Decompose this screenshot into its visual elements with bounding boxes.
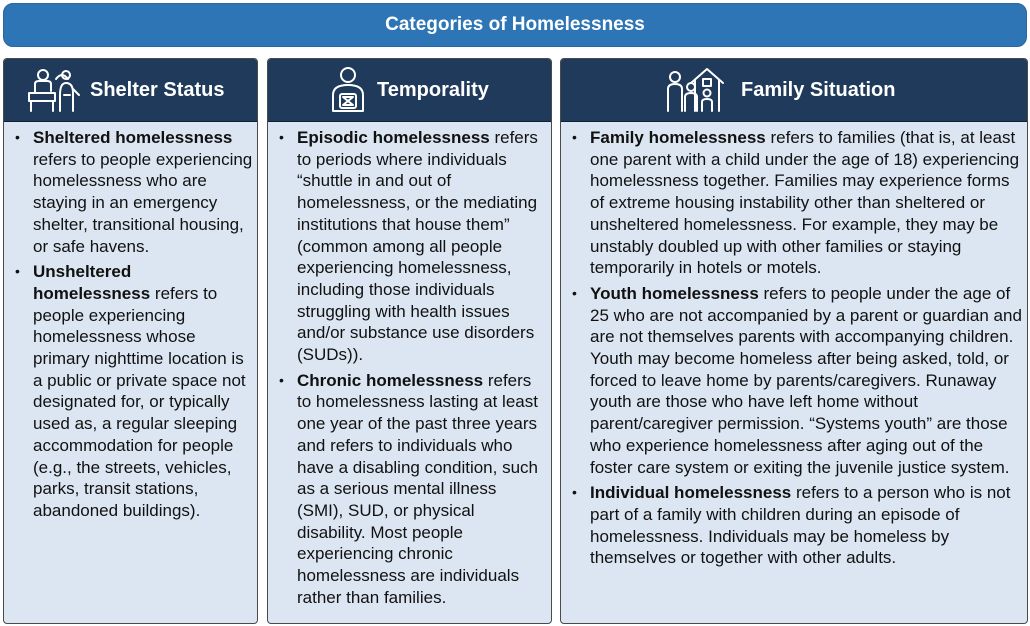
- item-term: Unsheltered homelessness: [33, 262, 151, 303]
- item-term: Individual homelessness: [590, 483, 792, 503]
- list-item: [561, 482, 1023, 569]
- bullet: •: [572, 284, 577, 301]
- family-house-icon: [663, 65, 725, 115]
- bullet: •: [279, 371, 284, 388]
- bullet: •: [572, 484, 577, 501]
- bullet: •: [15, 263, 20, 280]
- family-situation-header: [561, 59, 1027, 122]
- family-situation-panel: [560, 58, 1028, 624]
- list-item: [4, 261, 253, 521]
- item-term: Sheltered homelessness: [33, 128, 233, 147]
- list-item: [561, 283, 1023, 478]
- family-situation-list: [561, 122, 1027, 569]
- page-title: Categories of Homelessness: [385, 14, 645, 35]
- list-item: [561, 127, 1023, 279]
- temporality-title: Temporality: [377, 78, 489, 101]
- bullet: •: [15, 129, 20, 145]
- shelter-status-header: [4, 59, 257, 122]
- shelter-people-icon: [26, 65, 84, 115]
- page-title-banner: [3, 3, 1027, 47]
- item-term: Chronic homelessness: [297, 370, 484, 390]
- temporality-list: [268, 122, 551, 608]
- item-text: refers to periods where individuals “shuttle in and out of homelessness, or the mediating institutions that house them” (common among all people experiencing homelessness, including those individuals struggling with health issues and/or substance use disorders (SUDs)).: [297, 128, 538, 365]
- item-text: refers to people experiencing homelessness who are staying in an emergency shelter, transitional housing, or safe havens.: [33, 149, 253, 256]
- item-text: refers to people under the age of 25 who are not accompanied by a parent or guardian and are not themselves parents with accompanying children. Youth may become homeless after being asked, told, or forced to leave home by parents/caregivers. Runaway youth are those who have left home without parent/caregiver permission. “Systems youth” are those who experience homelessness after aging out of the foster care system or exiting the juvenile justice system.: [590, 283, 1022, 477]
- list-item: [268, 127, 547, 366]
- item-text: refers to a person who is not part of a family with children during an episode of homelessness. Individuals may be homeless by themselves or together with other adults.: [590, 483, 1011, 568]
- item-text: refers to homelessness lasting at least one year of the past three years and refers to individuals who have a disabling condition, such as a serious mental illness (SMI), SUD, or physical disability. Most people experiencing chronic homelessness are individuals rather than families.: [297, 370, 538, 607]
- bullet: •: [279, 129, 284, 145]
- item-text: refers to people experiencing homelessness whose primary nighttime location is a public or private space not designated for, or typically used as, a regular sleeping accommodation for people (e.g., the streets, vehicles, parks, transit stations, abandoned buildings).: [33, 283, 246, 520]
- shelter-status-panel: [3, 58, 258, 624]
- bullet: •: [572, 129, 577, 145]
- item-term: Youth homelessness: [590, 283, 759, 303]
- family-situation-title: Family Situation: [741, 78, 896, 101]
- temporality-panel: [267, 58, 552, 624]
- item-text: refers to families (that is, at least one parent with a child under the age of 18) experiencing homelessness together. Families may experience forms of extreme housing instability other than sheltered or unsheltered homelessness. For example, they may be unstably doubled up with other families or staying temporarily in hotels or motels.: [590, 128, 1020, 278]
- person-hourglass-icon: [328, 65, 368, 115]
- item-term: Family homelessness: [590, 128, 766, 147]
- list-item: [4, 127, 253, 257]
- shelter-status-list: [4, 122, 257, 522]
- temporality-header: [268, 59, 551, 122]
- shelter-status-title: Shelter Status: [90, 78, 225, 101]
- item-term: Episodic homelessness: [297, 128, 490, 147]
- list-item: [268, 370, 547, 609]
